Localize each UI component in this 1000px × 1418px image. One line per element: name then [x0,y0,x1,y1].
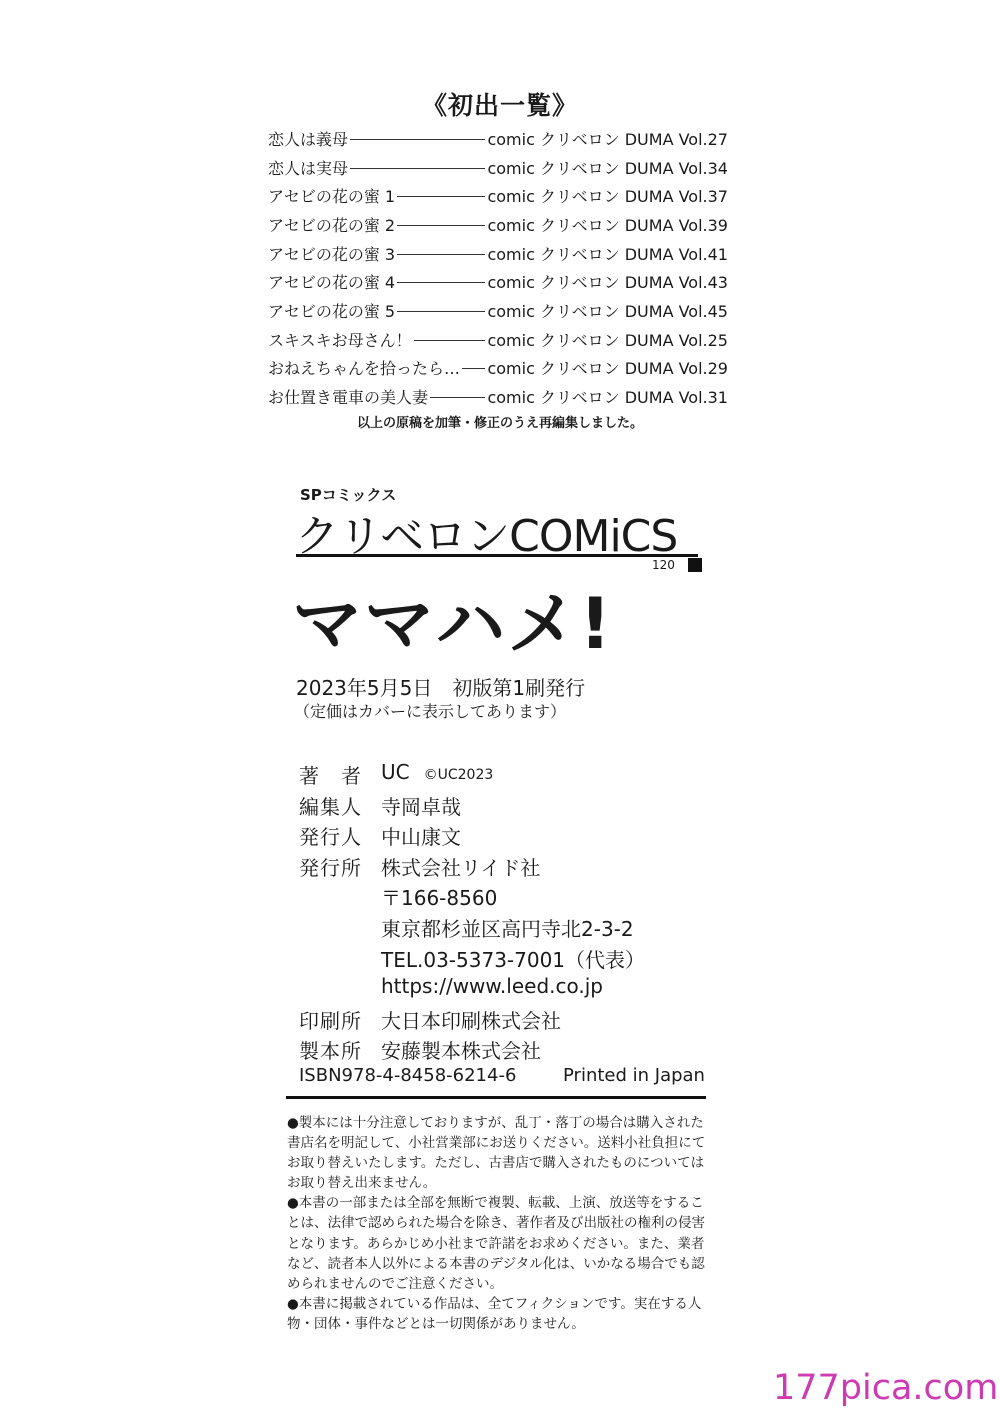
story-source: comic クリベロン DUMA Vol.25 [487,330,728,350]
author-name: UC [381,760,410,784]
price-note: （定価はカバーに表示してあります） [294,702,567,721]
story-source: comic クリベロン DUMA Vol.34 [487,158,728,178]
credit-label: 発行人 [299,825,361,850]
story-source: comic クリベロン DUMA Vol.45 [487,301,728,321]
series-label: SPコミックス [300,486,397,504]
watermark: 177pica.com [773,1368,999,1408]
story-title: おねえちゃんを拾ったら… [268,359,461,379]
list-item [268,267,728,296]
telephone: TEL.03-5373-7001（代表） [381,947,646,972]
credit-label: 製本所 [299,1039,361,1064]
credit-value-group [381,760,493,784]
credit-label: 著者 [299,764,361,788]
office-name: 株式会社リイド社 [381,855,541,880]
publication-list [268,124,728,411]
story-source: comic クリベロン DUMA Vol.27 [487,129,728,149]
website-url: https://www.leed.co.jp [381,974,603,999]
notice-paragraph: ●製本には十分注意しておりますが、乱丁・落丁の場合は購入された書店名を明記して、小社営業部にお送りください。送料小社負担にてお取り替えいたします。ただし、古書店で購入されたものについてはお取り替え出来ません。 [287,1115,706,1192]
series-square-mark [688,558,702,572]
leader-line [462,368,485,369]
leader-line [430,397,485,398]
address: 東京都杉並区高円寺北2-3-2 [381,916,634,941]
isbn: ISBN978-4-8458-6214-6 [299,1065,517,1086]
leader-line [350,139,485,140]
leader-line [350,168,485,169]
leader-line [397,311,485,312]
list-item [268,239,728,268]
story-title: アセビの花の蜜 5 [268,301,396,321]
list-item [268,181,728,210]
leader-line [397,254,485,255]
book-title: ママハメ! [292,583,614,665]
copyright-notice: ©UC2023 [423,767,494,783]
story-source: comic クリベロン DUMA Vol.31 [487,388,728,408]
leader-line [397,282,485,283]
story-source: comic クリベロン DUMA Vol.43 [487,273,728,293]
story-title: お仕置き電車の美人妻 [268,388,429,408]
story-title: スキスキお母さん！ [268,330,412,350]
publisher-name: 中山康文 [381,825,461,850]
revision-note: 以上の原稿を加筆・修正のうえ再編集しました。 [356,416,643,431]
story-title: 恋人は義母 [268,129,349,149]
leader-line [414,340,486,341]
credit-label: 発行所 [299,855,361,880]
list-item [268,210,728,239]
list-item [268,325,728,354]
notices [287,1113,707,1334]
printed-in: Printed in Japan [563,1065,705,1086]
story-title: アセビの花の蜜 2 [268,215,396,235]
story-title: 恋人は実母 [268,158,349,178]
postal-code: 〒166-8560 [381,886,498,911]
notice-paragraph: ●本書の一部または全部を無断で複製、転載、上演、放送等をすることは、法律で認められた場合を除き、著作者及び出版社の権利の侵害となります。あらかじめ小社まで許諾をお求めください。また、業者など、読者本人以外による本書のデジタル化は、いかなる場合でも認められませんのでご注意ください。 [287,1195,705,1292]
story-title: アセビの花の蜜 3 [268,244,396,264]
series-divider [296,554,698,557]
publication-list-title: 《初出一覧》 [421,91,578,120]
story-source: comic クリベロン DUMA Vol.29 [487,359,728,379]
list-item [268,354,728,383]
editor-name: 寺岡卓哉 [381,794,461,819]
story-source: comic クリベロン DUMA Vol.37 [487,187,728,207]
credit-label: 編集人 [299,794,361,819]
list-item [268,382,728,411]
printer-name: 大日本印刷株式会社 [381,1008,561,1033]
story-source: comic クリベロン DUMA Vol.41 [487,244,728,264]
credit-label: 印刷所 [299,1008,361,1033]
list-item [268,153,728,182]
publication-date: 2023年5月5日 初版第1刷発行 [296,676,586,700]
story-title: アセビの花の蜜 4 [268,273,396,293]
series-number: 120 [652,558,675,572]
story-title: アセビの花の蜜 1 [268,187,396,207]
notice-paragraph: ●本書に掲載されている作品は、全てフィクションです。実在する人物・団体・事件などとは一切関係がありません。 [287,1295,702,1332]
series-name: クリベロンCOMiCS [295,511,678,562]
binder-name: 安藤製本株式会社 [381,1039,541,1064]
leader-line [397,225,485,226]
list-item [268,296,728,325]
list-item [268,124,728,153]
story-source: comic クリベロン DUMA Vol.39 [487,215,728,235]
isbn-divider [286,1096,706,1099]
leader-line [397,196,485,197]
